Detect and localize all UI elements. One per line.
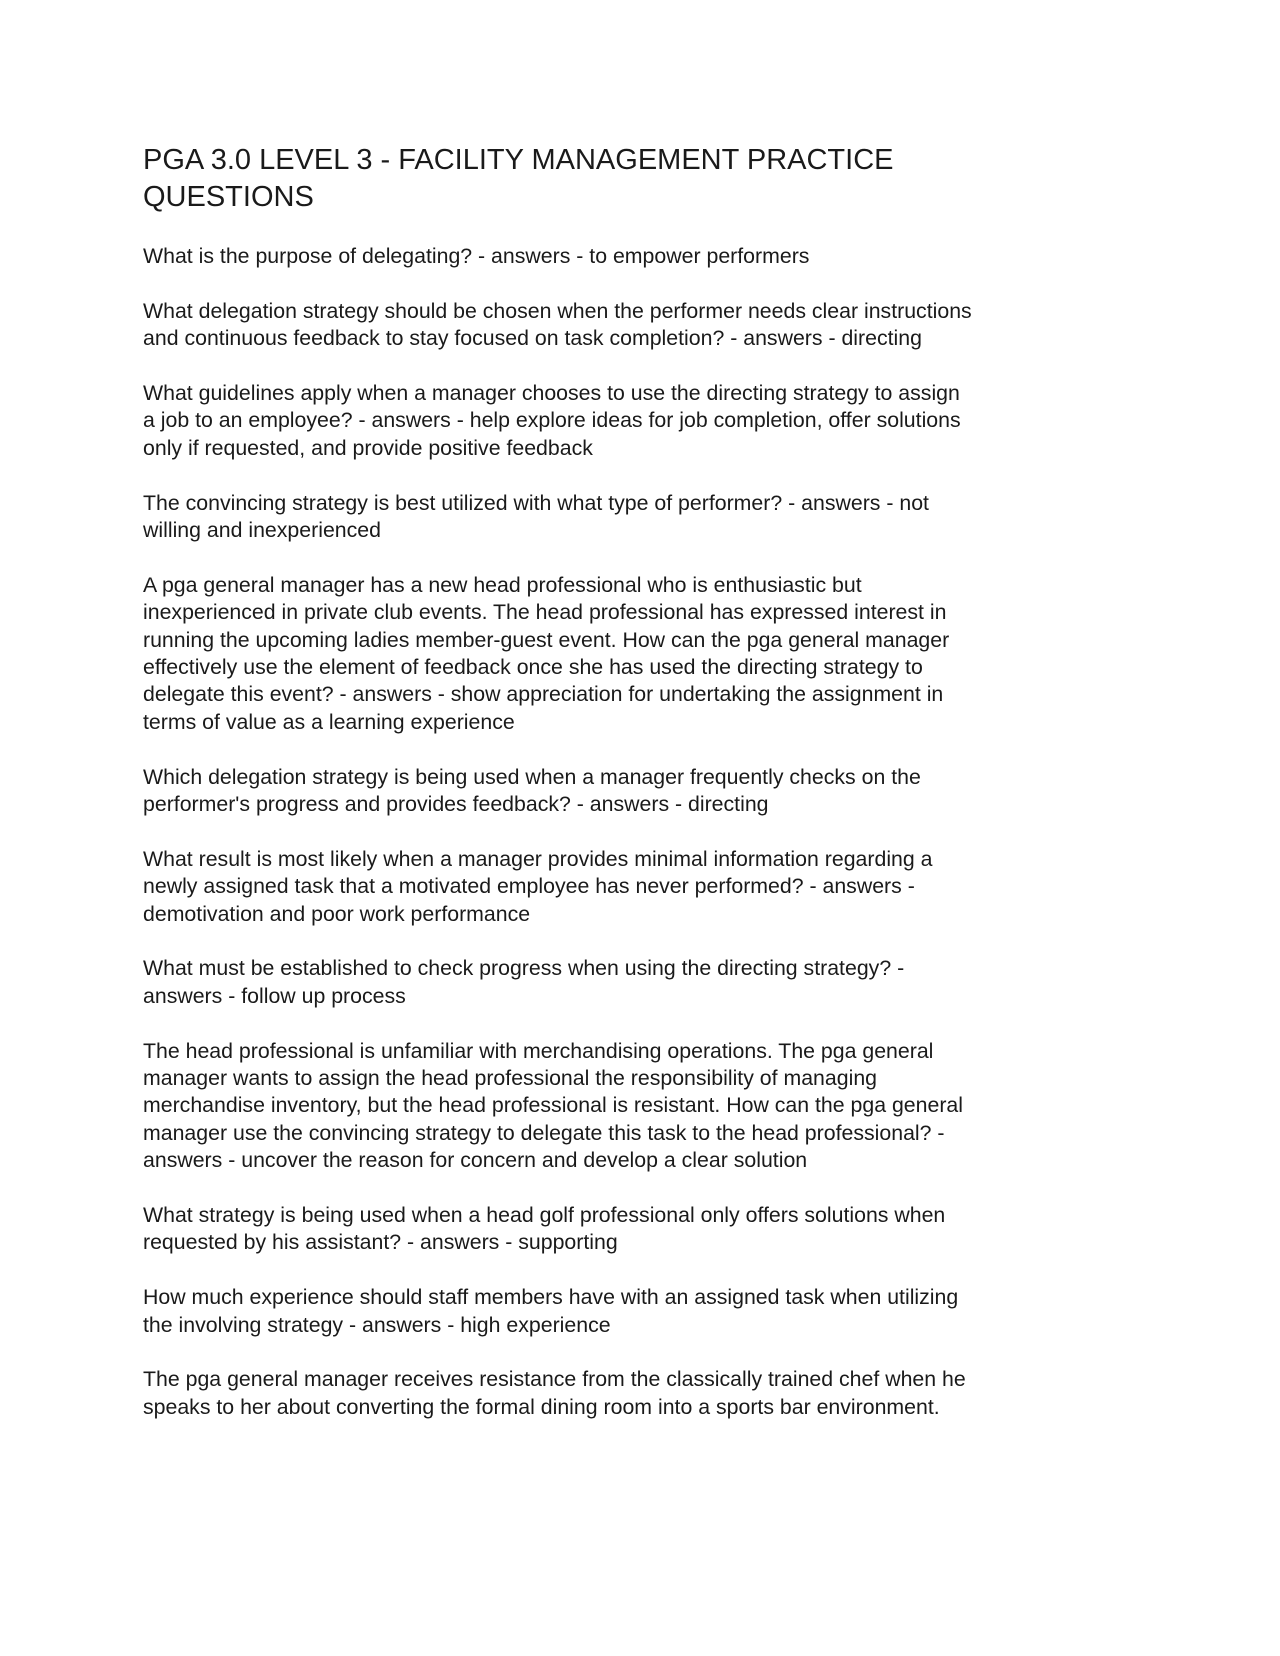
question-answer-paragraph bbox=[143, 572, 1143, 736]
text-line: only if requested, and provide positive feedback bbox=[143, 435, 593, 460]
text-line: How much experience should staff members have with an assigned task when utilizing bbox=[143, 1285, 959, 1310]
text-line: What result is most likely when a manager provides minimal information regarding a bbox=[143, 846, 933, 871]
text-line: What delegation strategy should be chosen when the performer needs clear instructions bbox=[143, 298, 972, 323]
document-page bbox=[143, 142, 1143, 1449]
text-line: The convincing strategy is best utilized with what type of performer? - answers - not bbox=[143, 490, 929, 515]
text-line: A pga general manager has a new head professional who is enthusiastic but bbox=[143, 572, 862, 597]
text-line: willing and inexperienced bbox=[143, 518, 381, 543]
text-line: newly assigned task that a motivated employee has never performed? - answers - bbox=[143, 874, 915, 899]
document-title bbox=[143, 142, 1143, 216]
question-answer-paragraph bbox=[143, 298, 1143, 353]
question-answer-paragraph bbox=[143, 1284, 1143, 1339]
question-answer-paragraph bbox=[143, 243, 1143, 270]
text-line: requested by his assistant? - answers - supporting bbox=[143, 1230, 618, 1255]
text-line: inexperienced in private club events. The head professional has expressed interest in bbox=[143, 600, 947, 625]
text-line: The pga general manager receives resistance from the classically trained chef when he bbox=[143, 1367, 966, 1392]
text-line: answers - uncover the reason for concern and develop a clear solution bbox=[143, 1148, 808, 1173]
text-line: speaks to her about converting the formal dining room into a sports bar environment. bbox=[143, 1394, 940, 1419]
text-line: performer's progress and provides feedback? - answers - directing bbox=[143, 792, 769, 817]
question-answer-paragraph bbox=[143, 955, 1143, 1010]
question-answer-paragraph bbox=[143, 846, 1143, 928]
title-line: QUESTIONS bbox=[143, 181, 314, 213]
text-line: effectively use the element of feedback once she has used the directing strategy to bbox=[143, 655, 923, 680]
document-body bbox=[143, 243, 1143, 1421]
text-line: demotivation and poor work performance bbox=[143, 901, 531, 926]
text-line: answers - follow up process bbox=[143, 983, 406, 1008]
question-answer-paragraph bbox=[143, 1038, 1143, 1175]
text-line: manager wants to assign the head professional the responsibility of managing bbox=[143, 1066, 878, 1091]
text-line: What strategy is being used when a head golf professional only offers solutions when bbox=[143, 1203, 946, 1228]
question-answer-paragraph bbox=[143, 764, 1143, 819]
text-line: merchandise inventory, but the head professional is resistant. How can the pga general bbox=[143, 1093, 964, 1118]
title-line: PGA 3.0 LEVEL 3 - FACILITY MANAGEMENT PRACTICE bbox=[143, 144, 894, 176]
question-answer-paragraph bbox=[143, 1366, 1143, 1421]
text-line: terms of value as a learning experience bbox=[143, 709, 515, 734]
question-answer-paragraph bbox=[143, 490, 1143, 545]
text-line: running the upcoming ladies member-guest event. How can the pga general manager bbox=[143, 627, 950, 652]
text-line: The head professional is unfamiliar with merchandising operations. The pga general bbox=[143, 1038, 934, 1063]
text-line: What must be established to check progress when using the directing strategy? - bbox=[143, 956, 905, 981]
text-line: delegate this event? - answers - show appreciation for undertaking the assignment in bbox=[143, 682, 944, 707]
text-line: What is the purpose of delegating? - answers - to empower performers bbox=[143, 244, 810, 268]
text-line: the involving strategy - answers - high experience bbox=[143, 1312, 611, 1337]
text-line: manager use the convincing strategy to delegate this task to the head professional? - bbox=[143, 1120, 945, 1145]
text-line: a job to an employee? - answers - help explore ideas for job completion, offer solutions bbox=[143, 408, 961, 433]
question-answer-paragraph bbox=[143, 380, 1143, 462]
text-line: and continuous feedback to stay focused on task completion? - answers - directing bbox=[143, 326, 922, 351]
question-answer-paragraph bbox=[143, 1202, 1143, 1257]
text-line: What guidelines apply when a manager chooses to use the directing strategy to assign bbox=[143, 381, 960, 405]
text-line: Which delegation strategy is being used when a manager frequently checks on the bbox=[143, 764, 921, 789]
